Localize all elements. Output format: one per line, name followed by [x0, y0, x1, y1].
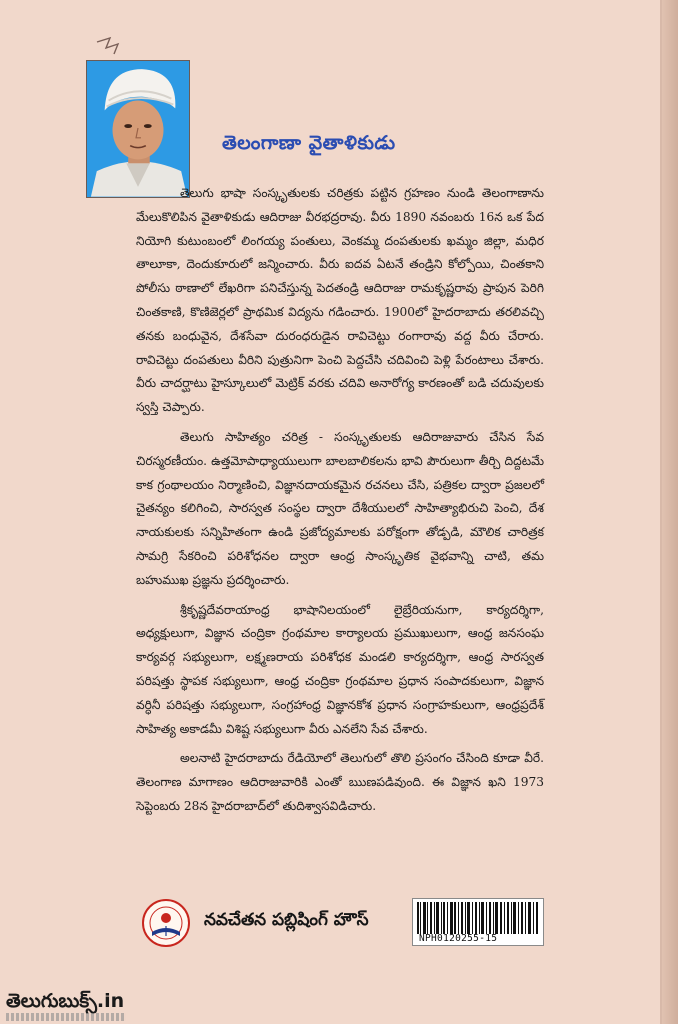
paragraph-2: తెలుగు సాహిత్యం చరిత్ర - సంస్కృతులకు ఆదిరాజువారు చేసిన సేవ చిరస్మరణీయం. ఉత్తమోపాధ్యాయులుగా బాలబాలికలను భావి పౌరులుగా తీర్చి దిద్దటమే కాక గ్రంథాలయం నిర్మాణించి, విజ్ఞానదాయకమైన రచనలు చేసి, పత్రికల ద్వారా ప్రజలలో చైతన్యం కలిగించి, సారస్వత సంస్థల ద్వారా దేశీయులలో సాహిత్యాభిరుచి పెంచి, దేశ నాయకులకు సన్నిహితంగా ఉండి ప్రజోద్యమాలకు పరోక్షంగా తోడ్పడి, మౌలిక చారిత్రక సామగ్రి సేకరించి పరిశోధనల ద్వారా ఆంధ్ర సాంస్కృతిక వైభవాన్ని చాటి, తమ బహుముఖ ప్రజ్ఞను ప్రదర్శించారు. [136, 429, 544, 587]
paragraph-4: అలనాటి హైదరాబాదు రేడియోలో తెలుగులో తొలి ప్రసంగం చేసింది కూడా వీరే. తెలంగాణ మాగాణం ఆదిరాజువారికి ఎంతో ఋణపడివుంది. ఈ విజ్ఞాన ఖని 1973 సెప్టెంబరు 28న హైదరాబాద్‌లో తుదిశ్వాసవిడిచారు. [136, 751, 544, 813]
watermark-underline [6, 1013, 126, 1021]
barcode [412, 898, 544, 946]
publisher-logo [138, 898, 194, 948]
publisher-name: నవచేతన పబ్లిషింగ్ హౌస్ [204, 910, 369, 930]
barcode-bars [417, 902, 539, 934]
page-heading: తెలంగాణా వైతాళికుడు [222, 132, 396, 154]
paragraph-1: తెలుగు భాషా సంస్కృతులకు చరిత్రకు పట్టిన గ్రహణం నుండి తెలంగాణాను మేలుకొలిపిన వైతాళికుడు ఆదిరాజు వీరభద్రరావు. వీరు 1890 నవంబరు 16న ఒక పేద నియోగి కుటుంబంలో లింగయ్య పంతులు, వెంకమ్మ దంపతులకు ఖమ్మం జిల్లా, మధిర తాలూకా, దెందుకూరులో జన్మించారు. వీరు ఐదవ ఏటనే తండ్రిని కోల్పోయి, చింతకాని పోలీసు ఠాణాలో లేఖరిగా పనిచేస్తున్న పెదతండ్రి ఆదిరాజు రామకృష్ణరావు ప్రాపున పెరిగి చింతకాణి, కొణిజెర్లలో ప్రాథమిక విద్యను గడించారు. 1900లో హైదరాబాదు తరలివచ్చి తనకు బంధువైన, దేశసేవా దురంధరుడైన రావిచెట్టు రంగారావు వద్ద వీరు చేరారు. రావిచెట్టు దంపతులు వీరిని పుత్రునిగా పెంచి పెద్దచేసి చదివించి పెళ్లి పేరంటాలు చేశారు. వీరు చాదర్ఘాటు హైస్కూలులో మెట్రిక్ వరకు చదివి అనారోగ్య కారణంతో బడి చదువులకు స్వస్తి చెప్పారు. [136, 186, 544, 415]
paper-scuff [92, 34, 132, 60]
barcode-number: NPH0120255-15 [419, 933, 498, 944]
paragraph-3: శ్రీకృష్ణదేవరాయాంధ్ర భాషానిలయంలో లైబ్రేరియనుగా, కార్యదర్శిగా, అధ్యక్షులుగా, విజ్ఞాన చంద్రికా గ్రంథమాల కార్యాలయ ప్రముఖులుగా, ఆంధ్ర జనసంఘ కార్యవర్గ సభ్యులుగా, లక్ష్మణరాయ పరిశోధక మండలి కార్యదర్శిగా, ఆంధ్ర సారస్వత పరిషత్తు స్థాపక సభ్యులుగా, ఆంధ్ర చంద్రికా గ్రంథమాల ప్రధాన సంపాదకులుగా, విజ్ఞాన వర్ధినీ పరిషత్తు సభ్యులుగా, సంగ్రహాంధ్ర విజ్ఞానకోశ ప్రధాన సంగ్రాహకులుగా, ఆంధ్రప్రదేశ్ సాహిత్య అకాడమీ విశిష్ట సభ్యులుగా వీరు ఎనలేని సేవ చేశారు. [136, 602, 544, 736]
author-portrait [86, 60, 190, 198]
site-watermark: తెలుగుబుక్స్.in [6, 990, 125, 1012]
portrait-illustration [87, 61, 189, 197]
biography-text [136, 182, 544, 825]
cover-edge [662, 0, 678, 1024]
